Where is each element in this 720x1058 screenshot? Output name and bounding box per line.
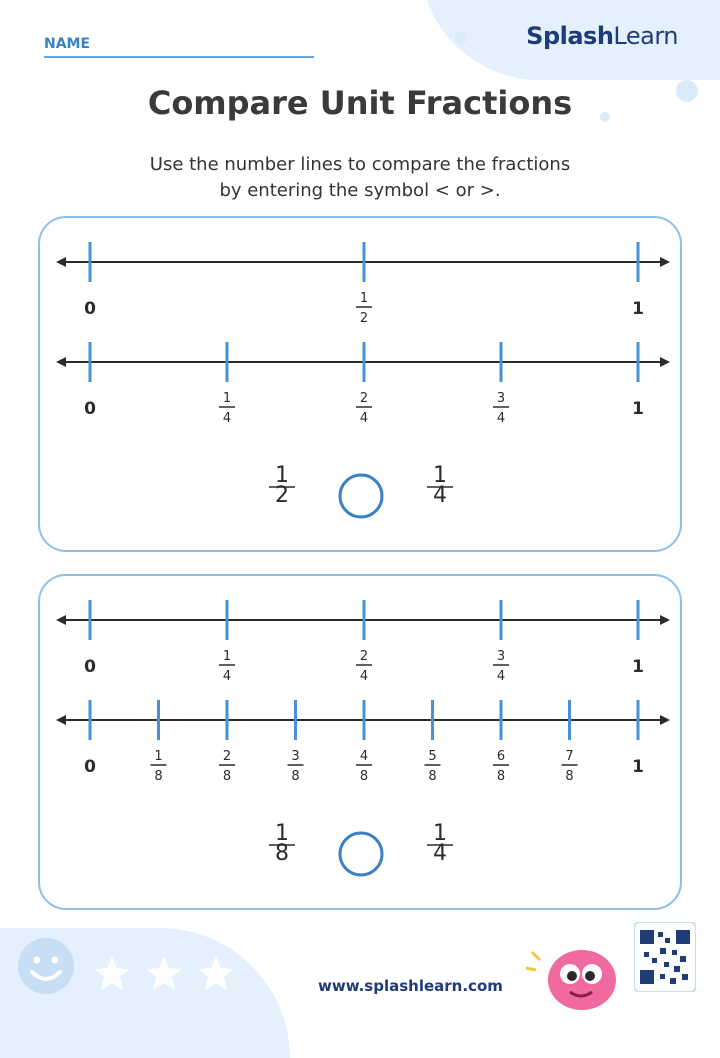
svg-text:4: 4	[496, 669, 506, 684]
footer-url[interactable]: www.splashlearn.com	[318, 977, 503, 995]
tick-label	[493, 649, 509, 684]
name-input-line[interactable]	[44, 56, 314, 58]
svg-text:2: 2	[359, 649, 369, 664]
arrow-left-icon	[56, 357, 66, 367]
svg-text:4: 4	[359, 411, 369, 426]
svg-text:1: 1	[632, 299, 644, 319]
svg-text:1: 1	[632, 399, 644, 419]
svg-text:0: 0	[84, 299, 96, 319]
svg-text:3: 3	[496, 649, 506, 664]
svg-text:8: 8	[291, 769, 300, 784]
problem-panel-2	[38, 574, 682, 910]
smiley-icon	[18, 938, 74, 994]
svg-text:4: 4	[222, 669, 232, 684]
svg-text:4: 4	[359, 749, 369, 764]
compare-fraction-right	[427, 821, 453, 866]
svg-text:8: 8	[428, 769, 437, 784]
svg-text:5: 5	[428, 749, 437, 764]
tick-label	[356, 749, 372, 784]
problem-panel-1	[38, 216, 682, 552]
svg-text:8: 8	[565, 769, 574, 784]
name-label: NAME	[44, 36, 91, 52]
tick-label	[632, 399, 644, 419]
tick-label	[219, 649, 235, 684]
svg-text:2: 2	[359, 391, 369, 406]
svg-text:1: 1	[359, 291, 369, 306]
arrow-left-icon	[56, 615, 66, 625]
svg-text:0: 0	[84, 757, 96, 777]
tick-label	[493, 749, 509, 784]
footer-icons	[14, 926, 264, 1006]
arrow-left-icon	[56, 257, 66, 267]
svg-text:7: 7	[565, 749, 574, 764]
compare-fraction-left	[269, 821, 295, 866]
tick-label	[84, 757, 96, 777]
mascot-icon	[520, 930, 630, 1010]
tick-label	[425, 749, 441, 784]
tick-label	[219, 749, 235, 784]
arrow-right-icon	[660, 715, 670, 725]
svg-text:2: 2	[359, 311, 369, 326]
brand-logo: SplashLearn	[526, 22, 678, 50]
arrow-right-icon	[660, 357, 670, 367]
svg-text:4: 4	[359, 669, 369, 684]
instructions	[0, 152, 720, 204]
instructions-line-2: by entering the symbol < or >.	[219, 180, 501, 201]
answer-circle-input[interactable]	[340, 833, 382, 875]
svg-text:0: 0	[84, 657, 96, 677]
svg-text:6: 6	[496, 749, 506, 764]
tick-label	[356, 391, 372, 426]
svg-text:1: 1	[275, 463, 289, 488]
svg-text:1: 1	[632, 757, 644, 777]
tick-label	[84, 399, 96, 419]
number-line-1	[56, 242, 670, 282]
arrow-right-icon	[660, 615, 670, 625]
decor-dot	[455, 32, 467, 44]
svg-text:1: 1	[222, 391, 232, 406]
number-line-1	[56, 600, 670, 640]
svg-text:8: 8	[222, 769, 232, 784]
tick-label	[151, 749, 167, 784]
tick-label	[356, 649, 372, 684]
svg-text:1: 1	[154, 749, 163, 764]
svg-text:1: 1	[433, 463, 447, 488]
svg-text:8: 8	[496, 769, 506, 784]
svg-text:2: 2	[275, 483, 289, 508]
tick-label	[632, 757, 644, 777]
tick-label	[84, 299, 96, 319]
star-icon	[146, 956, 182, 990]
tick-label	[219, 391, 235, 426]
svg-text:3: 3	[291, 749, 300, 764]
svg-text:8: 8	[154, 769, 163, 784]
svg-text:3: 3	[496, 391, 506, 406]
star-icon	[198, 956, 234, 990]
svg-text:1: 1	[222, 649, 232, 664]
page-title: Compare Unit Fractions	[147, 84, 573, 122]
svg-text:4: 4	[222, 411, 232, 426]
qr-code-icon	[634, 922, 696, 992]
tick-label	[84, 657, 96, 677]
svg-text:4: 4	[496, 411, 506, 426]
tick-label	[356, 291, 372, 326]
number-line-2	[56, 342, 670, 382]
svg-text:8: 8	[359, 769, 369, 784]
tick-label	[632, 657, 644, 677]
problem-2-figure	[40, 576, 680, 908]
tick-label	[562, 749, 578, 784]
compare-fraction-left	[269, 463, 295, 508]
arrow-left-icon	[56, 715, 66, 725]
svg-text:4: 4	[433, 483, 447, 508]
svg-text:1: 1	[275, 821, 289, 846]
tick-label	[632, 299, 644, 319]
number-line-2	[56, 700, 670, 740]
svg-text:4: 4	[433, 841, 447, 866]
svg-text:8: 8	[275, 841, 289, 866]
tick-label	[288, 749, 304, 784]
svg-text:0: 0	[84, 399, 96, 419]
svg-text:2: 2	[222, 749, 232, 764]
instructions-line-1: Use the number lines to compare the fractions	[149, 154, 571, 175]
star-icon	[94, 956, 130, 990]
problem-1-figure	[40, 218, 680, 550]
answer-circle-input[interactable]	[340, 475, 382, 517]
arrow-right-icon	[660, 257, 670, 267]
tick-label	[493, 391, 509, 426]
svg-text:1: 1	[632, 657, 644, 677]
svg-text:1: 1	[433, 821, 447, 846]
compare-fraction-right	[427, 463, 453, 508]
